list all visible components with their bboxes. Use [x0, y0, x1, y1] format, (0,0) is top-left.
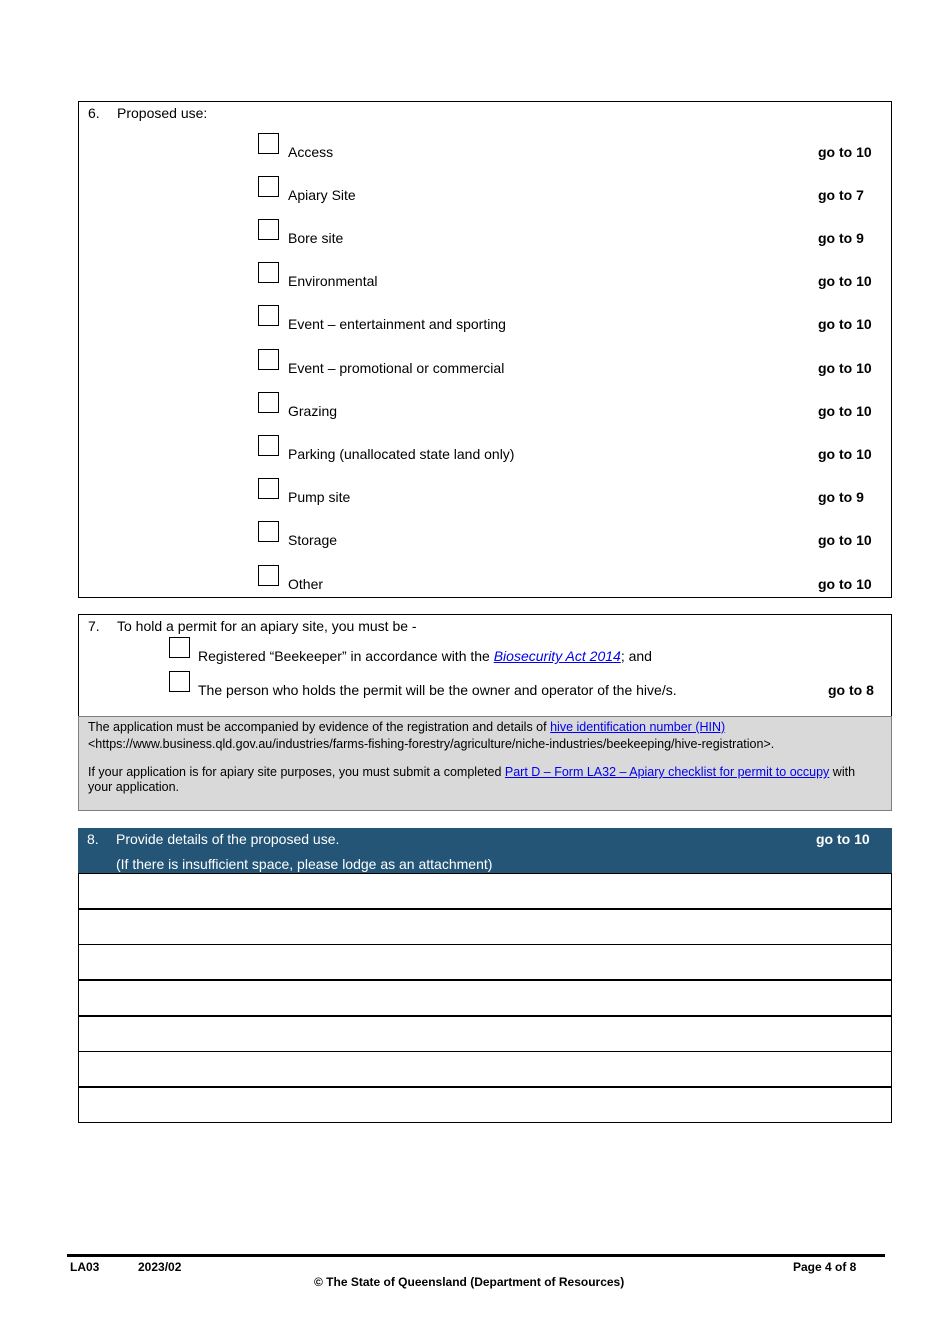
details-line-7[interactable] [78, 1087, 892, 1123]
details-line-3[interactable] [78, 944, 892, 980]
question-8-number: 8. [87, 831, 99, 847]
details-line-5[interactable] [78, 1016, 892, 1052]
hin-paragraph [88, 719, 878, 753]
option-label: Storage [288, 532, 338, 548]
option-label: Access [288, 144, 334, 160]
option-goto: go to 9 [818, 230, 864, 246]
parking-checkbox[interactable] [258, 435, 279, 456]
option-label: Apiary Site [288, 187, 356, 203]
option-apiary-site [79, 176, 891, 206]
biosecurity-act-link[interactable]: Biosecurity Act 2014 [493, 648, 621, 664]
option-parking [79, 435, 891, 465]
option-storage [79, 521, 891, 551]
footer-version: 2023/02 [138, 1260, 182, 1274]
access-checkbox[interactable] [258, 133, 279, 154]
option-label: Pump site [288, 489, 351, 505]
hin-url: <https://www.business.qld.gov.au/industries/farms-fishing-forestry/agriculture/niche-industries/beekeeping/hive-registration>. [88, 737, 775, 751]
beekeeper-text-end: ; and [620, 648, 652, 664]
hin-link[interactable]: hive identification number (HIN) [550, 720, 726, 734]
option-goto: go to 10 [818, 144, 872, 160]
grazing-checkbox[interactable] [258, 392, 279, 413]
option-grazing [79, 392, 891, 422]
apiary-info-panel [78, 716, 892, 811]
option-goto: go to 9 [818, 489, 864, 505]
owner-operator-checkbox[interactable] [169, 671, 190, 692]
option-environmental [79, 262, 891, 292]
option-other [79, 565, 891, 595]
option-goto: go to 10 [818, 273, 872, 289]
footer-rule [67, 1254, 885, 1257]
option-label: Event – promotional or commercial [288, 360, 505, 376]
question-6-title: Proposed use: [117, 105, 208, 121]
option-pump-site [79, 478, 891, 508]
question-8-subtitle: (If there is insufficient space, please lodge as an attachment) [116, 856, 493, 872]
owner-operator-label: The person who holds the permit will be the owner and operator of the hive/s. [198, 682, 677, 698]
question-7-number: 7. [88, 618, 100, 634]
option-access [79, 133, 891, 163]
question-8-title: Provide details of the proposed use. [116, 831, 340, 847]
option-goto: go to 10 [818, 446, 872, 462]
question-7-title: To hold a permit for an apiary site, you must be - [117, 618, 417, 634]
option-goto: go to 10 [818, 532, 872, 548]
event-promotional-checkbox[interactable] [258, 349, 279, 370]
beekeeper-text: Registered “Beekeeper” in accordance with the [198, 648, 494, 664]
option-goto: go to 10 [818, 576, 872, 592]
option-label: Parking (unallocated state land only) [288, 446, 515, 462]
option-goto: go to 10 [818, 403, 872, 419]
option-label: Other [288, 576, 324, 592]
option-bore-site [79, 219, 891, 249]
details-line-1[interactable] [78, 873, 892, 909]
pump-site-checkbox[interactable] [258, 478, 279, 499]
beekeeper-label [198, 648, 652, 664]
question-8-goto: go to 10 [816, 831, 870, 847]
hin-text: The application must be accompanied by evidence of the registration and details of [88, 720, 551, 734]
footer-page-number: Page 4 of 8 [793, 1260, 857, 1274]
storage-checkbox[interactable] [258, 521, 279, 542]
beekeeper-checkbox[interactable] [169, 637, 190, 658]
apiary-site-checkbox[interactable] [258, 176, 279, 197]
option-label: Grazing [288, 403, 338, 419]
la32-checklist-link[interactable]: Part D – Form LA32 – Apiary checklist for permit to occupy [504, 765, 830, 779]
question-6-box [78, 101, 892, 598]
footer-form-code: LA03 [70, 1260, 100, 1274]
apiary-checklist-paragraph [88, 765, 878, 795]
checklist-text: If your application is for apiary site purposes, you must submit a completed [88, 765, 505, 779]
details-line-4[interactable] [78, 980, 892, 1016]
environmental-checkbox[interactable] [258, 262, 279, 283]
footer-copyright: © The State of Queensland (Department of Resources) [314, 1275, 625, 1289]
question-7-box [78, 614, 892, 718]
checklist-text-end: with your application. [88, 765, 856, 794]
option-goto: go to 10 [818, 360, 872, 376]
option-label: Bore site [288, 230, 344, 246]
other-checkbox[interactable] [258, 565, 279, 586]
option-event-promotional [79, 349, 891, 379]
details-line-6[interactable] [78, 1051, 892, 1087]
option-event-entertainment [79, 305, 891, 335]
option-goto: go to 7 [818, 187, 864, 203]
option-label: Event – entertainment and sporting [288, 316, 506, 332]
question-7-goto: go to 8 [828, 682, 874, 698]
option-goto: go to 10 [818, 316, 872, 332]
option-label: Environmental [288, 273, 378, 289]
details-line-2[interactable] [78, 909, 892, 945]
question-8-header [78, 828, 892, 874]
question-6-number: 6. [88, 105, 100, 121]
event-entertainment-checkbox[interactable] [258, 305, 279, 326]
bore-site-checkbox[interactable] [258, 219, 279, 240]
